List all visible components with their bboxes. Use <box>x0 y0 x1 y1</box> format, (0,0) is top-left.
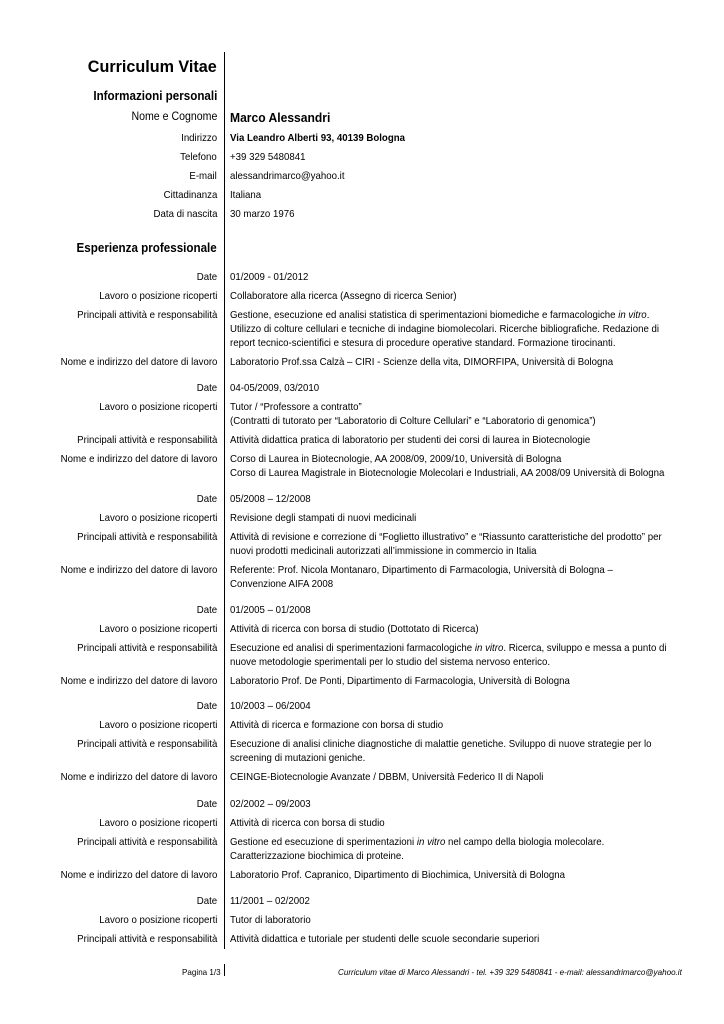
field-label-address: Indirizzo <box>181 132 217 144</box>
experience-label-employer: Nome e indirizzo del datore di lavoro <box>60 675 217 687</box>
column-divider <box>224 52 225 949</box>
experience-value-employer <box>230 674 684 688</box>
experience-value-role <box>230 622 684 636</box>
experience-activities-line: Attività didattica e tutoriale per studenti delle scuole secondarie superiori <box>230 933 540 945</box>
experience-value-activities <box>230 932 684 946</box>
experience-heading: Esperienza professionale <box>76 241 217 255</box>
experience-value-role <box>230 816 684 830</box>
experience-employer-line: Laboratorio Prof.ssa Calzà – CIRI - Scienze della vita, DIMORFIPA, Università di Bologna <box>230 356 614 368</box>
experience-activities-line: Attività didattica pratica di laboratorio per studenti dei corsi di laurea in Biotecnologie <box>230 434 591 446</box>
experience-role-line: Tutor di laboratorio <box>230 914 311 926</box>
experience-label-activities: Principali attività e responsabilità <box>76 836 217 848</box>
experience-value-activities <box>230 737 684 765</box>
experience-role-line: Collaboratore alla ricerca (Assegno di ricerca Senior) <box>230 290 457 302</box>
experience-employer-line: Corso di Laurea in Biotecnologie, AA 2008/09, 2009/10, Università di Bologna <box>230 453 562 465</box>
experience-value-role <box>230 718 684 732</box>
experience-activities-line: nuovi prodotti medicinali autorizzati all’immissione in commercio in Italia <box>230 545 537 557</box>
experience-label-date: Date <box>196 895 217 907</box>
experience-activities-line: nuove metodologie sperimentali per lo studio del sistema nervoso enterico. <box>230 656 551 668</box>
experience-label-role: Lavoro o posizione ricoperti <box>98 623 217 635</box>
experience-label-date: Date <box>196 798 217 810</box>
experience-employer-line: CEINGE-Biotecnologie Avanzate / DBBM, Università Federico II di Napoli <box>230 771 544 783</box>
experience-value-role <box>230 289 684 303</box>
experience-label-employer: Nome e indirizzo del datore di lavoro <box>60 564 217 576</box>
experience-value-employer <box>230 452 684 480</box>
field-label-phone: Telefono <box>180 151 217 163</box>
experience-label-employer: Nome e indirizzo del datore di lavoro <box>60 453 217 465</box>
experience-role-line: Revisione degli stampati di nuovi medicinali <box>230 512 417 524</box>
experience-employer-line: Convenzione AIFA 2008 <box>230 578 334 590</box>
experience-activities-line: screening di mutazioni geniche. <box>230 752 366 764</box>
experience-label-role: Lavoro o posizione ricoperti <box>98 401 217 413</box>
footer-divider <box>224 964 225 976</box>
field-value-name: Marco Alessandri <box>230 110 331 125</box>
experience-date-line: 04-05/2009, 03/2010 <box>230 382 320 394</box>
field-label-email: E-mail <box>189 170 217 182</box>
experience-activities-line: Attività di revisione e correzione di “Foglietto illustrativo” e “Riassunto caratteristiche del prodotto” per <box>230 531 662 543</box>
experience-value-activities <box>230 641 684 669</box>
experience-label-role: Lavoro o posizione ricoperti <box>98 512 217 524</box>
experience-value-activities <box>230 530 684 558</box>
experience-employer-line: Laboratorio Prof. Capranico, Dipartimento di Biochimica, Università di Bologna <box>230 869 566 881</box>
experience-label-date: Date <box>196 271 217 283</box>
experience-employer-line: Laboratorio Prof. De Ponti, Dipartimento di Farmacologia, Università di Bologna <box>230 675 570 687</box>
experience-value-date <box>230 492 684 506</box>
experience-label-employer: Nome e indirizzo del datore di lavoro <box>60 356 217 368</box>
experience-date-line: 05/2008 – 12/2008 <box>230 493 311 505</box>
experience-value-role <box>230 511 684 525</box>
footer-text: Curriculum vitae di Marco Alessandri - tel. +39 329 5480841 - e-mail: alessandrimarco@yahoo.it <box>338 967 682 977</box>
experience-date-line: 01/2009 - 01/2012 <box>230 271 309 283</box>
field-value-email: alessandrimarco@yahoo.it <box>230 170 345 182</box>
experience-value-date <box>230 381 684 395</box>
experience-label-role: Lavoro o posizione ricoperti <box>98 719 217 731</box>
experience-label-activities: Principali attività e responsabilità <box>76 738 217 750</box>
experience-label-role: Lavoro o posizione ricoperti <box>98 914 217 926</box>
experience-value-employer <box>230 868 684 882</box>
experience-role-line: Attività di ricerca e formazione con borsa di studio <box>230 719 444 731</box>
experience-value-employer <box>230 770 684 784</box>
experience-value-date <box>230 699 684 713</box>
experience-date-line: 01/2005 – 01/2008 <box>230 604 311 616</box>
experience-activities-line: Gestione ed esecuzione di sperimentazioni in vitro nel campo della biologia molecolare. <box>230 836 605 848</box>
experience-label-date: Date <box>196 700 217 712</box>
experience-value-activities <box>230 433 684 447</box>
experience-employer-line: Corso di Laurea Magistrale in Biotecnologie Molecolari e Industriali, AA 2008/09 Università di Bologna <box>230 467 665 479</box>
experience-activities-line: Esecuzione di analisi cliniche diagnostiche di malattie genetiche. Sviluppo di nuove strategie per lo <box>230 738 652 750</box>
experience-value-activities <box>230 835 684 863</box>
footer-page-number: Pagina 1/3 <box>182 967 221 977</box>
experience-activities-line: Utilizzo di colture cellulari e tecniche di indagine biomolecolari. Ricerche bibliografiche. Redazione di <box>230 323 660 335</box>
experience-activities-line: report tecnico-scientifici e stesura di procedure operative standard. Formazione tirocinanti. <box>230 337 616 349</box>
experience-value-employer <box>230 355 684 369</box>
experience-label-date: Date <box>196 382 217 394</box>
experience-label-date: Date <box>196 493 217 505</box>
experience-role-line: Tutor / “Professore a contratto” <box>230 401 362 413</box>
experience-value-date <box>230 603 684 617</box>
experience-label-activities: Principali attività e responsabilità <box>76 642 217 654</box>
experience-value-date <box>230 270 684 284</box>
experience-value-role <box>230 913 684 927</box>
field-value-birthdate: 30 marzo 1976 <box>230 208 295 220</box>
field-label-citizenship: Cittadinanza <box>163 189 217 201</box>
experience-label-activities: Principali attività e responsabilità <box>76 309 217 321</box>
experience-date-line: 10/2003 – 06/2004 <box>230 700 311 712</box>
experience-activities-line: Esecuzione ed analisi di sperimentazioni farmacologiche in vitro. Ricerca, sviluppo e messa a punto di <box>230 642 667 654</box>
experience-label-activities: Principali attività e responsabilità <box>76 933 217 945</box>
experience-activities-line: Gestione, esecuzione ed analisi statistica di sperimentazioni biomediche e farmacologiche in vitro. <box>230 309 650 321</box>
field-label-name: Nome e Cognome <box>131 111 217 123</box>
experience-value-activities <box>230 308 684 350</box>
experience-role-line: Attività di ricerca con borsa di studio <box>230 817 385 829</box>
page-title: Curriculum Vitae <box>88 57 217 76</box>
field-value-phone: +39 329 5480841 <box>230 151 306 163</box>
experience-value-role <box>230 400 684 428</box>
experience-label-activities: Principali attività e responsabilità <box>76 434 217 446</box>
experience-role-line: (Contratti di tutorato per “Laboratorio di Colture Cellulari” e “Laboratorio di genomica”) <box>230 415 596 427</box>
experience-date-line: 11/2001 – 02/2002 <box>230 895 310 907</box>
experience-label-date: Date <box>196 604 217 616</box>
personal-info-heading: Informazioni personali <box>92 89 217 103</box>
experience-role-line: Attività di ricerca con borsa di studio (Dottotato di Ricerca) <box>230 623 479 635</box>
experience-value-date <box>230 894 684 908</box>
experience-label-activities: Principali attività e responsabilità <box>76 531 217 543</box>
experience-value-employer <box>230 563 684 591</box>
field-value-address: Via Leandro Alberti 93, 40139 Bologna <box>230 132 406 144</box>
experience-employer-line: Referente: Prof. Nicola Montanaro, Dipartimento di Farmacologia, Università di Bologna – <box>230 564 613 576</box>
experience-activities-line: Caratterizzazione biochimica di proteine. <box>230 850 404 862</box>
experience-date-line: 02/2002 – 09/2003 <box>230 798 311 810</box>
experience-label-role: Lavoro o posizione ricoperti <box>98 817 217 829</box>
experience-label-employer: Nome e indirizzo del datore di lavoro <box>60 771 217 783</box>
experience-value-date <box>230 797 684 811</box>
field-label-birthdate: Data di nascita <box>153 208 217 220</box>
experience-label-role: Lavoro o posizione ricoperti <box>98 290 217 302</box>
experience-label-employer: Nome e indirizzo del datore di lavoro <box>60 869 217 881</box>
field-value-citizenship: Italiana <box>230 189 262 201</box>
